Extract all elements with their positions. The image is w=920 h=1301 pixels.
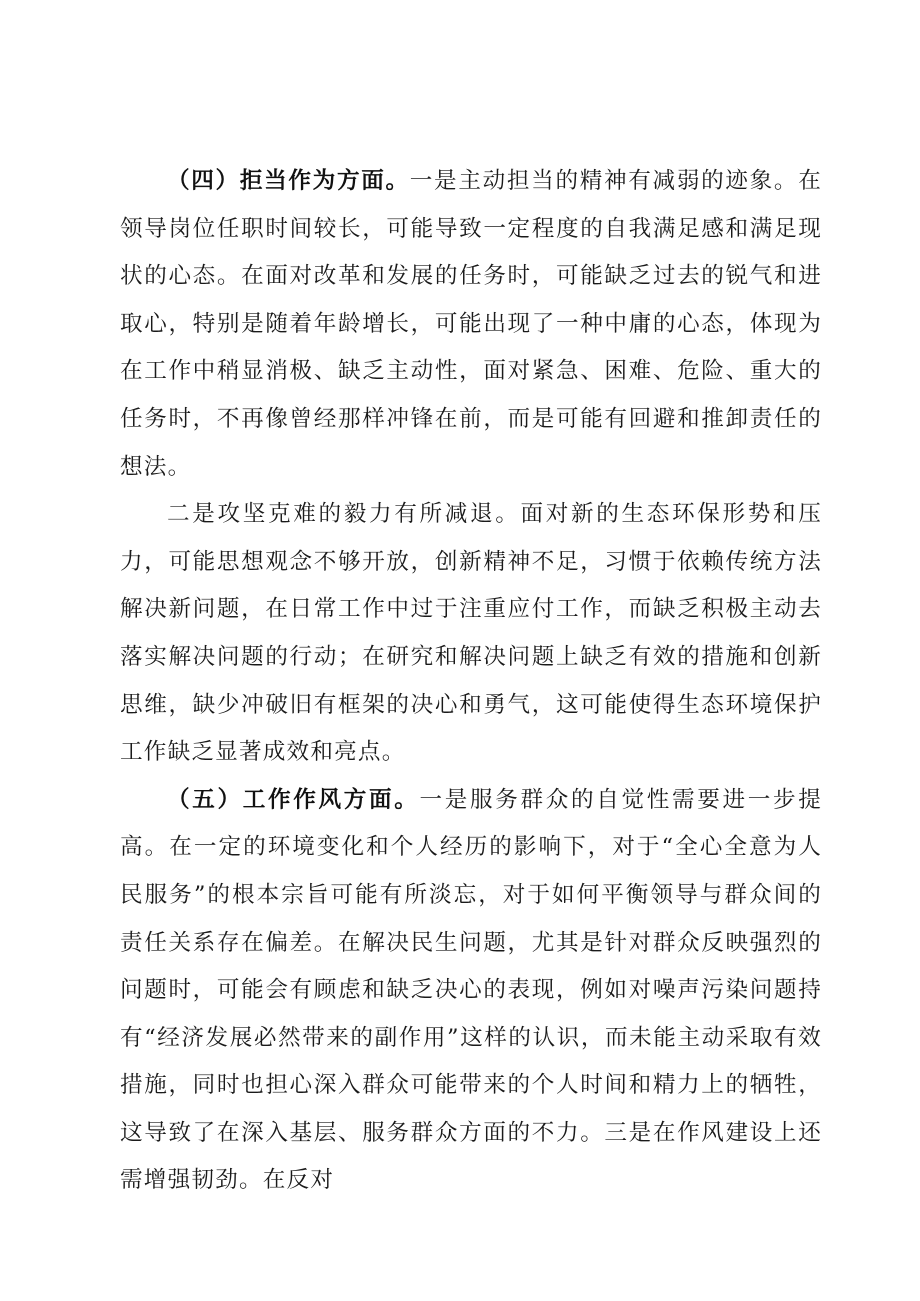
paragraph-text: 一是主动担当的精神有减弱的迹象。在领导岗位任职时间较长，可能导致一定程度的自我满足感和满足现状的心态。在面对改革和发展的任务时，可能缺乏过去的锐气和进取心，特别是随着年龄增长，可能出现了一种中庸的心态，体现为在工作中稍显消极、缺乏主动性，面对紧急、困难、危险、重大的任务时，不再像曾经那样冲锋在前，而是可能有回避和推卸责任的想法。 (120, 168, 823, 480)
section-heading: （五）工作作风方面。 (167, 786, 420, 813)
paragraph-section-four (120, 158, 822, 491)
section-heading: （四）拒当作为方面。 (167, 168, 410, 194)
paragraph-text: 一是服务群众的自觉性需要进一步提高。在一定的环境变化和个人经历的影响下，对于“全心全意为人民服务”的根本宗旨可能有所淡忘，对于如何平衡领导与群众间的责任关系存在偏差。在解决民生问题，尤其是针对群众反映强烈的问题时，可能会有顾虑和缺乏决心的表现，例如对噪声污染问题持有“经济发展必然带来的副作用”这样的认识，而未能主动采取有效措施，同时也担心深入群众可能带来的个人时间和精力上的牺牲，这导致了在深入基层、服务群众方面的不力。三是在作风建设上还需增强韧劲。在反对 (120, 786, 822, 1194)
paragraph-text: 二是攻坚克难的毅力有所减退。面对新的生态环保形势和压力，可能思想观念不够开放，创新精神不足，习惯于依赖传统方法解决新问题，在日常工作中过于注重应付工作，而缺乏积极主动去落实解决问题的行动；在研究和解决问题上缺乏有效的措施和创新思维，缺少冲破旧有框架的决心和勇气，这可能使得生态环境保护工作缺乏显著成效和亮点。 (120, 501, 822, 766)
paragraph-perseverance (120, 491, 822, 777)
document-body (120, 158, 822, 1205)
paragraph-section-five (120, 777, 822, 1205)
